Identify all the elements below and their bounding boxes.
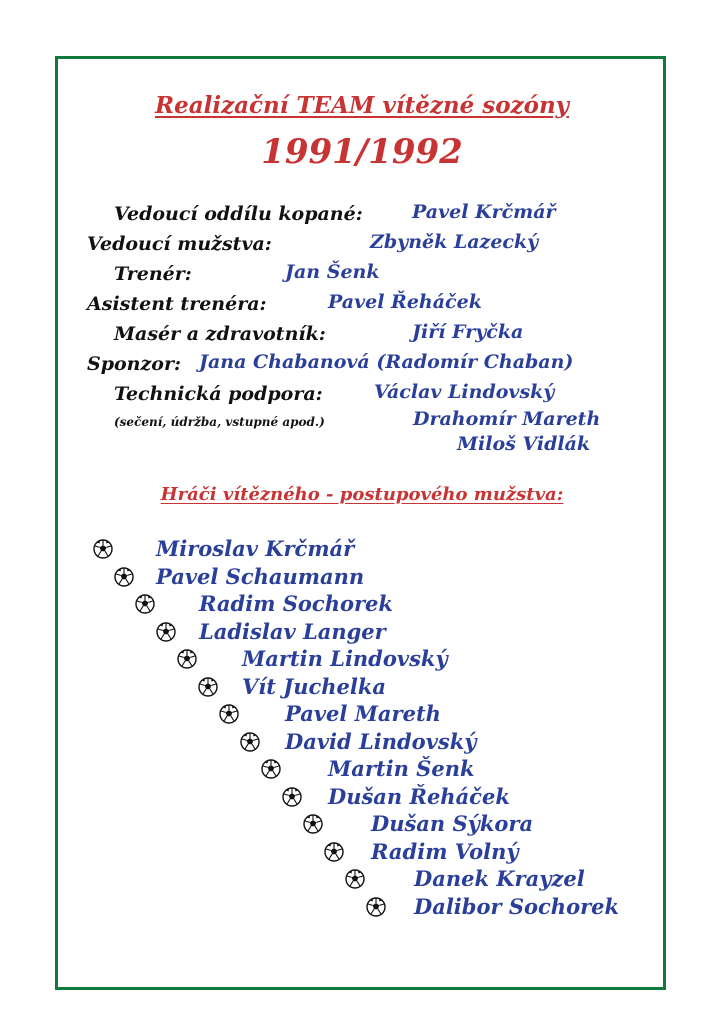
soccer-ball-icon <box>177 649 197 669</box>
soccer-ball-icon <box>324 842 344 862</box>
soccer-ball-icon <box>303 814 323 834</box>
staff-name: Pavel Řeháček <box>328 291 482 313</box>
player-name: Miroslav Krčmář <box>156 536 355 561</box>
soccer-ball-icon <box>93 539 113 559</box>
soccer-ball-icon <box>345 869 365 889</box>
player-name: Martin Šenk <box>328 756 475 781</box>
soccer-ball-icon <box>114 567 134 587</box>
player-name: David Lindovský <box>285 728 477 754</box>
soccer-ball-icon <box>198 677 218 697</box>
season-label: 1991/1992 <box>261 132 463 172</box>
staff-name: Miloš Vidlák <box>457 433 591 455</box>
soccer-ball-icon <box>240 732 260 752</box>
player-name: Radim Sochorek <box>199 591 393 616</box>
staff-name: Václav Lindovský <box>374 381 555 403</box>
player-name: Vít Juchelka <box>242 673 387 699</box>
role-label: Asistent trenéra: <box>87 293 267 315</box>
role-label: Sponzor: <box>87 353 181 375</box>
role-label: Vedoucí oddílu kopané: <box>114 203 363 225</box>
players-heading: Hráči vítězného - postupového mužstva: <box>160 484 564 505</box>
player-name: Martin Lindovský <box>242 646 448 671</box>
role-label: Masér a zdravotník: <box>114 323 326 345</box>
soccer-ball-icon <box>156 622 176 642</box>
staff-name: Drahomír Mareth <box>413 408 601 430</box>
technical-note: (sečení, údržba, vstupné apod.) <box>114 415 325 429</box>
player-name: Pavel Mareth <box>285 701 441 726</box>
role-label: Trenér: <box>114 263 192 285</box>
page-border <box>55 56 666 990</box>
role-label: Technická podpora: <box>114 383 323 405</box>
staff-name: Zbyněk Lazecký <box>370 231 539 253</box>
player-name: Pavel Schaumann <box>156 563 365 589</box>
player-name: Ladislav Langer <box>199 618 386 644</box>
player-name: Dalibor Sochorek <box>414 893 620 919</box>
player-name: Dušan Sýkora <box>371 811 534 836</box>
soccer-ball-icon <box>366 897 386 917</box>
player-name: Radim Volný <box>371 838 519 864</box>
soccer-ball-icon <box>261 759 281 779</box>
staff-name: Jana Chabanová (Radomír Chaban) <box>199 351 574 373</box>
soccer-ball-icon <box>282 787 302 807</box>
player-name: Dušan Řeháček <box>328 783 510 809</box>
role-label: Vedoucí mužstva: <box>87 233 272 255</box>
soccer-ball-icon <box>219 704 239 724</box>
staff-name: Pavel Krčmář <box>412 201 556 223</box>
staff-name: Jan Šenk <box>285 261 380 283</box>
staff-name: Jiří Fryčka <box>412 321 524 343</box>
soccer-ball-icon <box>135 594 155 614</box>
player-name: Danek Krayzel <box>414 866 585 891</box>
page-title: Realizační TEAM vítězné sozóny <box>154 92 570 119</box>
